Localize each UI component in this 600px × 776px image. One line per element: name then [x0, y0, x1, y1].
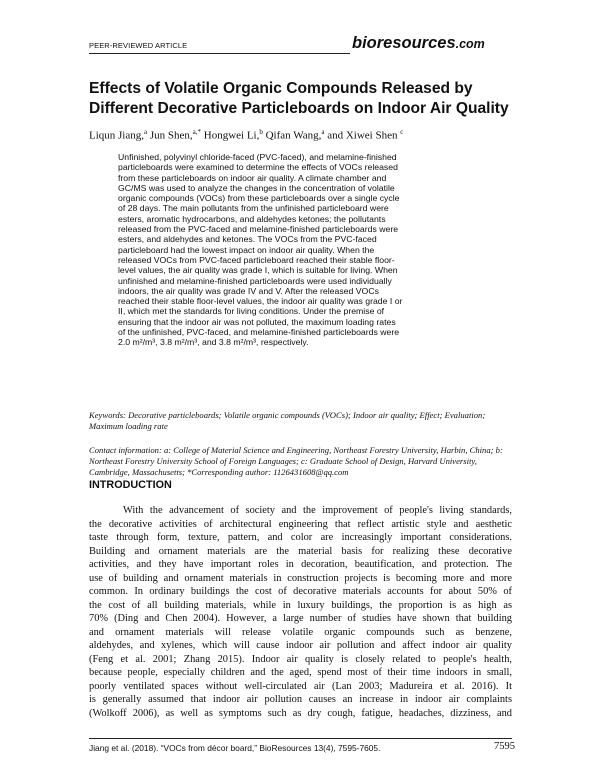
body-line: is generally assumed that indoor air pollution causes an increase in indoor air complaints — [89, 694, 512, 705]
body-line: (Feng et al. 2001; Zhang 2015). Indoor air quality is closely related to people's health, — [89, 653, 512, 665]
journal-name: bioresources — [352, 34, 456, 52]
author-name: Hongwei Li, — [201, 129, 260, 142]
abstract-line: unfinished and melamine-finished particleboards were used individually — [118, 275, 392, 286]
journal-suffix: .com — [455, 37, 485, 51]
section-heading: INTRODUCTION — [89, 479, 172, 491]
author-affiliation-mark: a,* — [192, 128, 201, 136]
author-name: Liqun Jiang, — [89, 129, 144, 142]
author-list — [89, 128, 403, 142]
abstract-line: of the unfinished, PVC-faced, and melamine-finished particleboards were — [118, 327, 400, 338]
header-rule — [89, 53, 350, 54]
body-line: use of building and ornament materials in construction projects is becoming more and more — [89, 572, 512, 584]
abstract-line: level values, the air quality was grade I, which is suitable for living. When — [118, 265, 398, 276]
keywords: Keywords: Decorative particleboards; Volatile organic compounds (VOCs); Indoor air quality; Effect; Evaluation; Maximum loading rate — [89, 410, 486, 431]
body-line: 70% (Ding and Chen 2004). However, a large number of studies have shown that building — [89, 613, 512, 624]
body-line: activities, and they have important roles in decoration, beautification, and protection. The — [89, 559, 512, 570]
body-line: the decorative activities of architectural engineering that reflect artistic style and aesthetic — [89, 518, 512, 530]
author-affiliation-mark: c — [400, 128, 404, 136]
abstract-line: reached their stable floor-level values, the indoor air quality was grade I or — [118, 296, 403, 307]
contact-information: Contact information: a: College of Material Science and Engineering, Northeast Forestry University, Harbin, China; b: Northeast Forestry University School of Foreign Languages; c: Graduate School of Design, Harvard University, Cambridge, Massachusetts; *Corresponding author: 1126431608@qq.com — [89, 445, 503, 477]
body-line: aldehydes, and xylenes, which will cause indoor air pollution and affect indoor air quality — [89, 640, 512, 651]
body-line: taste through form, texture, pattern, and color are increasingly important considerations. — [89, 532, 512, 543]
body-line: because people, especially children and the aged, spend most of their time indoors in small, — [89, 667, 512, 678]
abstract-line: esters, aromatic hydrocarbons, and aldehydes ketones; the pollutants — [118, 213, 386, 224]
abstract-line: released VOCs from PVC-faced particleboard reached their stable floor- — [118, 254, 395, 265]
author-name: Qifan Wang, — [262, 129, 322, 142]
body-line: and ornament materials will release volatile organic compounds such as benzene, — [89, 626, 512, 638]
page-number: 7595 — [494, 741, 515, 752]
body-line: (Wolkoff 2006), as well as symptoms such as dry cough, fatigue, headaches, dizziness, and — [89, 707, 512, 719]
body-line: poorly ventilated spaces without well-circulated air (Lan 2003; Madureira et al. 2016). It — [89, 680, 512, 692]
author-affiliation-mark: b — [259, 128, 263, 136]
author-affiliation-mark: a — [321, 128, 325, 136]
author-name: and Xiwei Shen — [324, 129, 401, 142]
body-line: common. In ordinary buildings the cost of decorative materials accounts for about 50% of — [89, 586, 512, 597]
article-title: Effects of Volatile Organic Compounds Released by Different Decorative Particleboards on Indoor Air Quality — [89, 80, 509, 117]
abstract-line: ensuring that the indoor air was not polluted, the maximum loading rates — [118, 316, 396, 327]
introduction-body — [89, 504, 512, 720]
abstract-line: 2.0 m²/m³, 3.8 m²/m³, and 3.8 m²/m³, respectively. — [118, 337, 309, 348]
body-line: Building and ornament materials are the material basis for realizing these decorative — [89, 545, 512, 557]
abstract-line: of 28 days. The main pollutants from the unfinished particleboard were — [118, 203, 389, 214]
abstract-line: released from the PVC-faced and melamine-finished particleboards were — [118, 224, 399, 235]
footer-citation: Jiang et al. (2018). “VOCs from décor board,” BioResources 13(4), 7595-7605. — [89, 743, 381, 753]
author-affiliation-mark: a — [144, 128, 148, 136]
author-name: Jun Shen, — [147, 129, 193, 142]
abstract-line: II, which met the standards for living conditions. Under the premise of — [118, 306, 385, 317]
abstract-line: particleboards were examined to determine the effects of VOCs released — [118, 162, 398, 173]
abstract-line: Unfinished, polyvinyl chloride-faced (PVC-faced), and melamine-finished — [118, 152, 397, 162]
body-line: With the advancement of society and the improvement of people's living standards, — [123, 505, 512, 516]
footer-rule — [89, 738, 512, 739]
abstract-line: particleboard had the lowest impact on indoor air quality. When the — [118, 244, 375, 255]
running-header-label: PEER-REVIEWED ARTICLE — [89, 41, 188, 50]
abstract-line: esters, and aldehydes and ketones. The VOCs from the PVC-faced — [118, 234, 377, 245]
abstract-line: indoors, the air quality was grade IV and V. After the released VOCs — [118, 285, 379, 296]
body-line: the cost of all building materials, while in luxury buildings, the proportion is as high as — [89, 599, 512, 611]
abstract-line: from these particleboards on indoor air quality. A climate chamber and — [118, 172, 387, 183]
abstract-line: GC/MS was used to analyze the changes in the concentration of volatile — [118, 182, 395, 193]
abstract — [118, 152, 511, 348]
abstract-line: organic compounds (VOCs) from these particleboards over a single cycle — [118, 193, 400, 204]
journal-logo — [352, 34, 485, 53]
